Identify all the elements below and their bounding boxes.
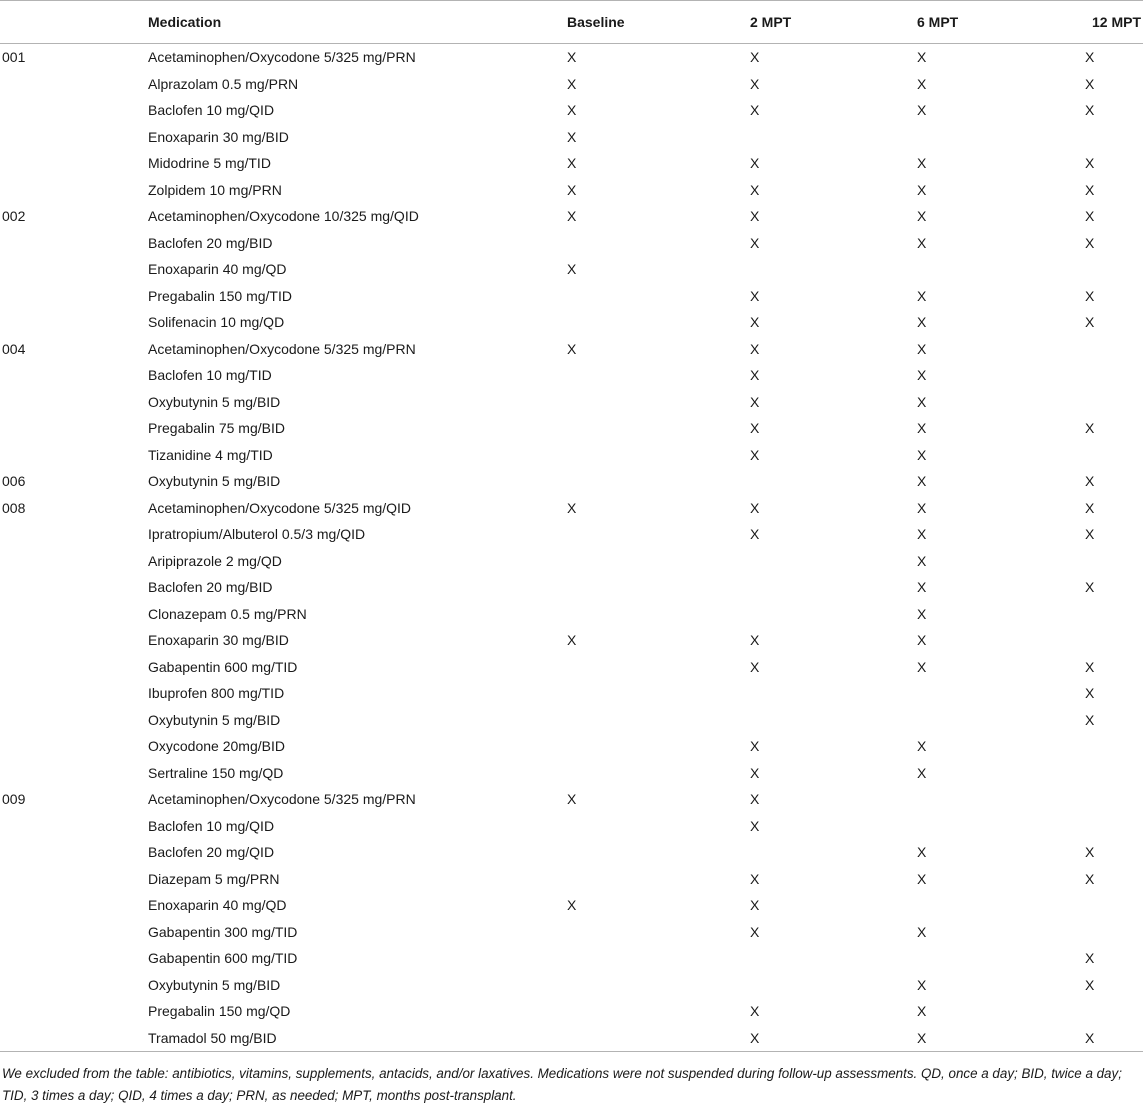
cell-baseline: X (567, 791, 577, 808)
cell-patient-id (0, 760, 148, 787)
cell-baseline (567, 521, 750, 548)
cell-medication: Enoxaparin 40 mg/QD (148, 897, 287, 914)
cell-2mpt: X (750, 738, 760, 755)
cell-12mpt-mark: X (1085, 685, 1095, 702)
table-row (0, 150, 1143, 177)
cell-6mpt: X (917, 155, 927, 172)
cell-6mpt: X (917, 393, 927, 410)
cell-baseline (567, 468, 750, 495)
cell-medication: Oxybutynin 5 mg/BID (148, 473, 281, 490)
cell-12mpt (1081, 733, 1143, 760)
cell-6mpt: X (917, 367, 927, 384)
cell-12mpt-mark: X (1085, 420, 1095, 437)
cell-6mpt: X (917, 340, 927, 357)
cell-2mpt: X (750, 393, 760, 410)
cell-baseline (567, 548, 750, 575)
cell-12mpt (1081, 866, 1143, 893)
cell-12mpt (1081, 574, 1143, 601)
cell-baseline: X (567, 49, 577, 66)
cell-2mpt: X (750, 49, 760, 66)
cell-2mpt: X (750, 420, 760, 437)
cell-2mpt: X (750, 340, 760, 357)
cell-6mpt (917, 256, 1081, 283)
header-2mpt: 2 MPT (750, 1, 917, 44)
cell-12mpt (1081, 203, 1143, 230)
cell-baseline (567, 866, 750, 893)
cell-patient-id (0, 1025, 148, 1052)
cell-12mpt-mark: X (1085, 526, 1095, 543)
cell-12mpt (1081, 1025, 1143, 1052)
cell-12mpt (1081, 177, 1143, 204)
cell-6mpt: X (917, 499, 927, 516)
cell-2mpt (750, 548, 917, 575)
cell-2mpt: X (750, 1025, 917, 1052)
cell-medication: Pregabalin 150 mg/TID (148, 287, 292, 304)
table-row (0, 839, 1143, 866)
cell-6mpt: X (917, 923, 927, 940)
cell-12mpt-mark: X (1085, 711, 1095, 728)
cell-medication: Baclofen 20 mg/BID (148, 579, 273, 596)
cell-medication: Enoxaparin 30 mg/BID (148, 128, 289, 145)
cell-6mpt: X (917, 658, 927, 675)
cell-baseline (567, 389, 750, 416)
cell-6mpt: X (917, 738, 927, 755)
cell-baseline (567, 733, 750, 760)
cell-medication: Gabapentin 300 mg/TID (148, 923, 298, 940)
cell-patient-id (0, 150, 148, 177)
cell-baseline (567, 574, 750, 601)
cell-6mpt: X (917, 1025, 1081, 1052)
table-row (0, 574, 1143, 601)
cell-12mpt (1081, 892, 1143, 919)
cell-medication: Pregabalin 150 mg/QD (148, 1003, 291, 1020)
cell-6mpt (917, 813, 1081, 840)
cell-medication: Tizanidine 4 mg/TID (148, 446, 273, 463)
table-row (0, 972, 1143, 999)
cell-medication: Acetaminophen/Oxycodone 10/325 mg/QID (148, 208, 419, 225)
cell-patient-id: 002 (2, 208, 26, 225)
table-row (0, 786, 1143, 813)
table-row (0, 627, 1143, 654)
cell-12mpt (1081, 309, 1143, 336)
cell-patient-id (0, 124, 148, 151)
cell-patient-id (0, 256, 148, 283)
cell-medication: Oxybutynin 5 mg/BID (148, 393, 281, 410)
cell-12mpt (1081, 680, 1143, 707)
cell-baseline: X (567, 155, 577, 172)
cell-patient-id (0, 627, 148, 654)
cell-patient-id (0, 309, 148, 336)
cell-12mpt-mark: X (1085, 870, 1095, 887)
cell-2mpt: X (750, 314, 760, 331)
cell-12mpt (1081, 707, 1143, 734)
cell-patient-id (0, 813, 148, 840)
cell-2mpt: X (750, 658, 760, 675)
cell-patient-id (0, 998, 148, 1025)
cell-12mpt-mark: X (1085, 1029, 1095, 1046)
cell-12mpt (1081, 919, 1143, 946)
cell-6mpt (917, 786, 1081, 813)
cell-baseline (567, 415, 750, 442)
cell-2mpt (750, 124, 917, 151)
cell-patient-id (0, 389, 148, 416)
cell-medication: Pregabalin 75 mg/BID (148, 420, 285, 437)
cell-12mpt-mark: X (1085, 844, 1095, 861)
cell-12mpt-mark: X (1085, 314, 1095, 331)
cell-patient-id (0, 892, 148, 919)
cell-6mpt: X (917, 75, 927, 92)
cell-baseline (567, 998, 750, 1025)
cell-2mpt: X (750, 208, 760, 225)
table-row (0, 866, 1143, 893)
table-header-row (0, 1, 1143, 44)
cell-baseline (567, 601, 750, 628)
cell-baseline: X (567, 340, 577, 357)
cell-medication: Aripiprazole 2 mg/QD (148, 552, 282, 569)
table-row (0, 760, 1143, 787)
cell-12mpt-mark: X (1085, 102, 1095, 119)
cell-6mpt: X (917, 1003, 927, 1020)
cell-6mpt: X (917, 844, 927, 861)
cell-12mpt-mark: X (1085, 950, 1095, 967)
cell-2mpt: X (750, 870, 760, 887)
cell-baseline: X (567, 208, 577, 225)
table-row (0, 998, 1143, 1025)
cell-patient-id (0, 415, 148, 442)
table-row (0, 71, 1143, 98)
cell-6mpt (917, 124, 1081, 151)
cell-2mpt (750, 601, 917, 628)
table-row (0, 733, 1143, 760)
table-row (0, 362, 1143, 389)
cell-12mpt (1081, 627, 1143, 654)
cell-medication: Midodrine 5 mg/TID (148, 155, 271, 172)
cell-2mpt (750, 468, 917, 495)
cell-2mpt: X (750, 181, 760, 198)
cell-medication: Zolpidem 10 mg/PRN (148, 181, 282, 198)
cell-2mpt: X (750, 499, 760, 516)
table-row (0, 892, 1143, 919)
cell-12mpt (1081, 442, 1143, 469)
table-footnote: We excluded from the table: antibiotics, vitamins, supplements, antacids, and/or laxatives. Medications were not suspended during follow-up assessments. QD, once a day; BID, twice a day; TID, 3 times a day; QID, 4 times a day; PRN, as needed; MPT, months post-transplant. (2, 1066, 1122, 1103)
cell-6mpt: X (917, 605, 927, 622)
cell-6mpt: X (917, 579, 927, 596)
table-row (0, 548, 1143, 575)
header-patient (0, 1, 148, 44)
table-row (0, 1025, 1143, 1052)
table-row (0, 256, 1143, 283)
table-row (0, 442, 1143, 469)
cell-patient-id (0, 177, 148, 204)
cell-medication: Oxycodone 20mg/BID (148, 738, 285, 755)
cell-12mpt-mark: X (1085, 49, 1095, 66)
cell-patient-id: 009 (2, 791, 26, 808)
cell-medication: Sertraline 150 mg/QD (148, 764, 284, 781)
cell-patient-id (0, 707, 148, 734)
cell-12mpt-mark: X (1085, 155, 1095, 172)
cell-baseline (567, 362, 750, 389)
cell-baseline (567, 654, 750, 681)
cell-12mpt (1081, 256, 1143, 283)
table-row (0, 601, 1143, 628)
cell-2mpt: X (750, 923, 760, 940)
cell-medication: Baclofen 20 mg/BID (148, 234, 273, 251)
cell-6mpt: X (917, 102, 927, 119)
cell-6mpt: X (917, 420, 927, 437)
cell-baseline: X (567, 102, 577, 119)
cell-medication: Enoxaparin 30 mg/BID (148, 632, 289, 649)
cell-12mpt-mark: X (1085, 208, 1095, 225)
cell-2mpt: X (750, 102, 760, 119)
cell-baseline: X (567, 261, 577, 278)
cell-baseline: X (567, 897, 577, 914)
cell-patient-id (0, 839, 148, 866)
cell-2mpt: X (750, 367, 760, 384)
cell-12mpt (1081, 654, 1143, 681)
cell-12mpt (1081, 44, 1143, 71)
cell-patient-id (0, 601, 148, 628)
cell-12mpt (1081, 283, 1143, 310)
cell-medication: Alprazolam 0.5 mg/PRN (148, 75, 299, 92)
cell-medication: Acetaminophen/Oxycodone 5/325 mg/PRN (148, 340, 416, 357)
cell-12mpt (1081, 998, 1143, 1025)
cell-medication: Gabapentin 600 mg/TID (148, 950, 298, 967)
cell-patient-id: 006 (2, 473, 26, 490)
cell-baseline (567, 283, 750, 310)
cell-12mpt (1081, 230, 1143, 257)
cell-6mpt: X (917, 473, 927, 490)
cell-12mpt (1081, 362, 1143, 389)
cell-12mpt (1081, 601, 1143, 628)
header-12mpt-label: 12 MPT (1091, 14, 1141, 30)
cell-6mpt: X (917, 181, 927, 198)
table-row (0, 203, 1143, 230)
cell-patient-id (0, 548, 148, 575)
cell-patient-id (0, 283, 148, 310)
cell-medication: Diazepam 5 mg/PRN (148, 870, 280, 887)
table-row (0, 945, 1143, 972)
cell-2mpt (750, 256, 917, 283)
cell-12mpt (1081, 786, 1143, 813)
cell-6mpt: X (917, 526, 927, 543)
cell-2mpt (750, 972, 917, 999)
table-row (0, 336, 1143, 363)
cell-12mpt (1081, 521, 1143, 548)
cell-12mpt (1081, 150, 1143, 177)
table-row (0, 177, 1143, 204)
table-body (0, 44, 1143, 1052)
header-baseline: Baseline (567, 1, 750, 44)
cell-medication: Tramadol 50 mg/BID (148, 1025, 567, 1052)
cell-6mpt (917, 680, 1081, 707)
table-row (0, 468, 1143, 495)
cell-patient-id (0, 362, 148, 389)
cell-2mpt: X (750, 1003, 760, 1020)
cell-2mpt (750, 945, 917, 972)
cell-patient-id (0, 521, 148, 548)
cell-medication: Baclofen 10 mg/TID (148, 367, 272, 384)
cell-6mpt: X (917, 764, 927, 781)
table-row (0, 44, 1143, 71)
cell-6mpt: X (917, 314, 927, 331)
cell-patient-id (0, 733, 148, 760)
cell-medication: Ipratropium/Albuterol 0.5/3 mg/QID (148, 526, 366, 543)
cell-baseline: X (567, 128, 577, 145)
cell-6mpt: X (917, 976, 927, 993)
cell-12mpt-mark: X (1085, 75, 1095, 92)
cell-6mpt: X (917, 234, 927, 251)
cell-patient-id (0, 866, 148, 893)
table-row (0, 654, 1143, 681)
cell-6mpt (917, 707, 1081, 734)
cell-medication: Solifenacin 10 mg/QD (148, 314, 285, 331)
table-row (0, 283, 1143, 310)
cell-medication: Oxybutynin 5 mg/BID (148, 976, 281, 993)
cell-patient-id (0, 71, 148, 98)
cell-2mpt: X (750, 287, 760, 304)
cell-6mpt (917, 892, 1081, 919)
cell-baseline (567, 442, 750, 469)
table-row (0, 707, 1143, 734)
cell-2mpt: X (750, 234, 760, 251)
cell-2mpt: X (750, 632, 760, 649)
cell-medication: Acetaminophen/Oxycodone 5/325 mg/PRN (148, 791, 416, 808)
table-row (0, 124, 1143, 151)
table-row (0, 389, 1143, 416)
cell-12mpt-mark: X (1085, 579, 1095, 596)
cell-patient-id: 004 (2, 340, 26, 357)
header-medication: Medication (148, 1, 567, 44)
cell-2mpt: X (750, 155, 760, 172)
table-row (0, 230, 1143, 257)
cell-6mpt: X (917, 287, 927, 304)
cell-medication: Oxybutynin 5 mg/BID (148, 711, 281, 728)
cell-6mpt: X (917, 632, 927, 649)
cell-medication: Enoxaparin 40 mg/QD (148, 261, 287, 278)
cell-2mpt (750, 839, 917, 866)
cell-baseline (567, 813, 750, 840)
cell-2mpt: X (750, 791, 760, 808)
cell-patient-id: 008 (2, 499, 26, 516)
cell-baseline: X (567, 181, 577, 198)
cell-6mpt: X (917, 49, 927, 66)
cell-12mpt (1081, 97, 1143, 124)
cell-12mpt (1081, 389, 1143, 416)
cell-2mpt: X (750, 526, 760, 543)
cell-2mpt (750, 574, 917, 601)
cell-12mpt (1081, 945, 1143, 972)
cell-12mpt (1081, 972, 1143, 999)
header-6mpt: 6 MPT (917, 1, 1081, 44)
cell-medication: Gabapentin 600 mg/TID (148, 658, 298, 675)
cell-medication: Baclofen 10 mg/QID (148, 817, 275, 834)
cell-2mpt: X (750, 897, 760, 914)
cell-baseline: X (567, 499, 577, 516)
table-row (0, 919, 1143, 946)
cell-patient-id (0, 230, 148, 257)
cell-2mpt: X (750, 446, 760, 463)
cell-2mpt (750, 680, 917, 707)
cell-12mpt-mark: X (1085, 976, 1095, 993)
cell-patient-id (0, 97, 148, 124)
cell-12mpt (1081, 760, 1143, 787)
cell-2mpt: X (750, 817, 760, 834)
cell-baseline (567, 760, 750, 787)
cell-6mpt: X (917, 552, 927, 569)
cell-baseline (567, 919, 750, 946)
cell-patient-id (0, 945, 148, 972)
cell-12mpt-mark: X (1085, 287, 1095, 304)
cell-12mpt (1081, 468, 1143, 495)
cell-baseline (567, 230, 750, 257)
cell-12mpt (1081, 495, 1143, 522)
cell-patient-id: 001 (2, 49, 26, 66)
cell-baseline: X (567, 632, 577, 649)
cell-baseline (567, 707, 750, 734)
cell-6mpt: X (917, 870, 927, 887)
cell-patient-id (0, 574, 148, 601)
cell-medication: Baclofen 20 mg/QID (148, 844, 275, 861)
cell-12mpt (1081, 415, 1143, 442)
cell-12mpt (1081, 336, 1143, 363)
cell-patient-id (0, 442, 148, 469)
cell-12mpt (1081, 548, 1143, 575)
table-row (0, 97, 1143, 124)
cell-baseline (567, 680, 750, 707)
cell-6mpt: X (917, 446, 927, 463)
cell-12mpt (1081, 813, 1143, 840)
cell-12mpt (1081, 71, 1143, 98)
table-row (0, 309, 1143, 336)
cell-12mpt-mark: X (1085, 181, 1095, 198)
cell-medication: Acetaminophen/Oxycodone 5/325 mg/PRN (148, 49, 416, 66)
table-row (0, 495, 1143, 522)
header-12mpt (1081, 1, 1143, 44)
cell-12mpt-mark: X (1085, 234, 1095, 251)
cell-baseline (567, 839, 750, 866)
cell-patient-id (0, 919, 148, 946)
table-row (0, 415, 1143, 442)
cell-patient-id (0, 680, 148, 707)
cell-medication: Acetaminophen/Oxycodone 5/325 mg/QID (148, 499, 412, 516)
cell-baseline (567, 1025, 750, 1052)
cell-medication: Baclofen 10 mg/QID (148, 102, 275, 119)
cell-12mpt (1081, 839, 1143, 866)
cell-6mpt (917, 945, 1081, 972)
cell-medication: Ibuprofen 800 mg/TID (148, 685, 285, 702)
table-row (0, 680, 1143, 707)
cell-12mpt-mark: X (1085, 499, 1095, 516)
cell-baseline (567, 972, 750, 999)
cell-12mpt-mark: X (1085, 473, 1095, 490)
cell-patient-id (0, 654, 148, 681)
table-row (0, 521, 1143, 548)
cell-12mpt-mark: X (1085, 658, 1095, 675)
cell-patient-id (0, 972, 148, 999)
cell-2mpt: X (750, 75, 760, 92)
cell-baseline: X (567, 75, 577, 92)
cell-12mpt (1081, 124, 1143, 151)
table-row (0, 813, 1143, 840)
cell-medication: Clonazepam 0.5 mg/PRN (148, 605, 307, 622)
cell-baseline (567, 945, 750, 972)
cell-2mpt (750, 707, 917, 734)
cell-2mpt: X (750, 764, 760, 781)
cell-6mpt: X (917, 208, 927, 225)
cell-baseline (567, 309, 750, 336)
